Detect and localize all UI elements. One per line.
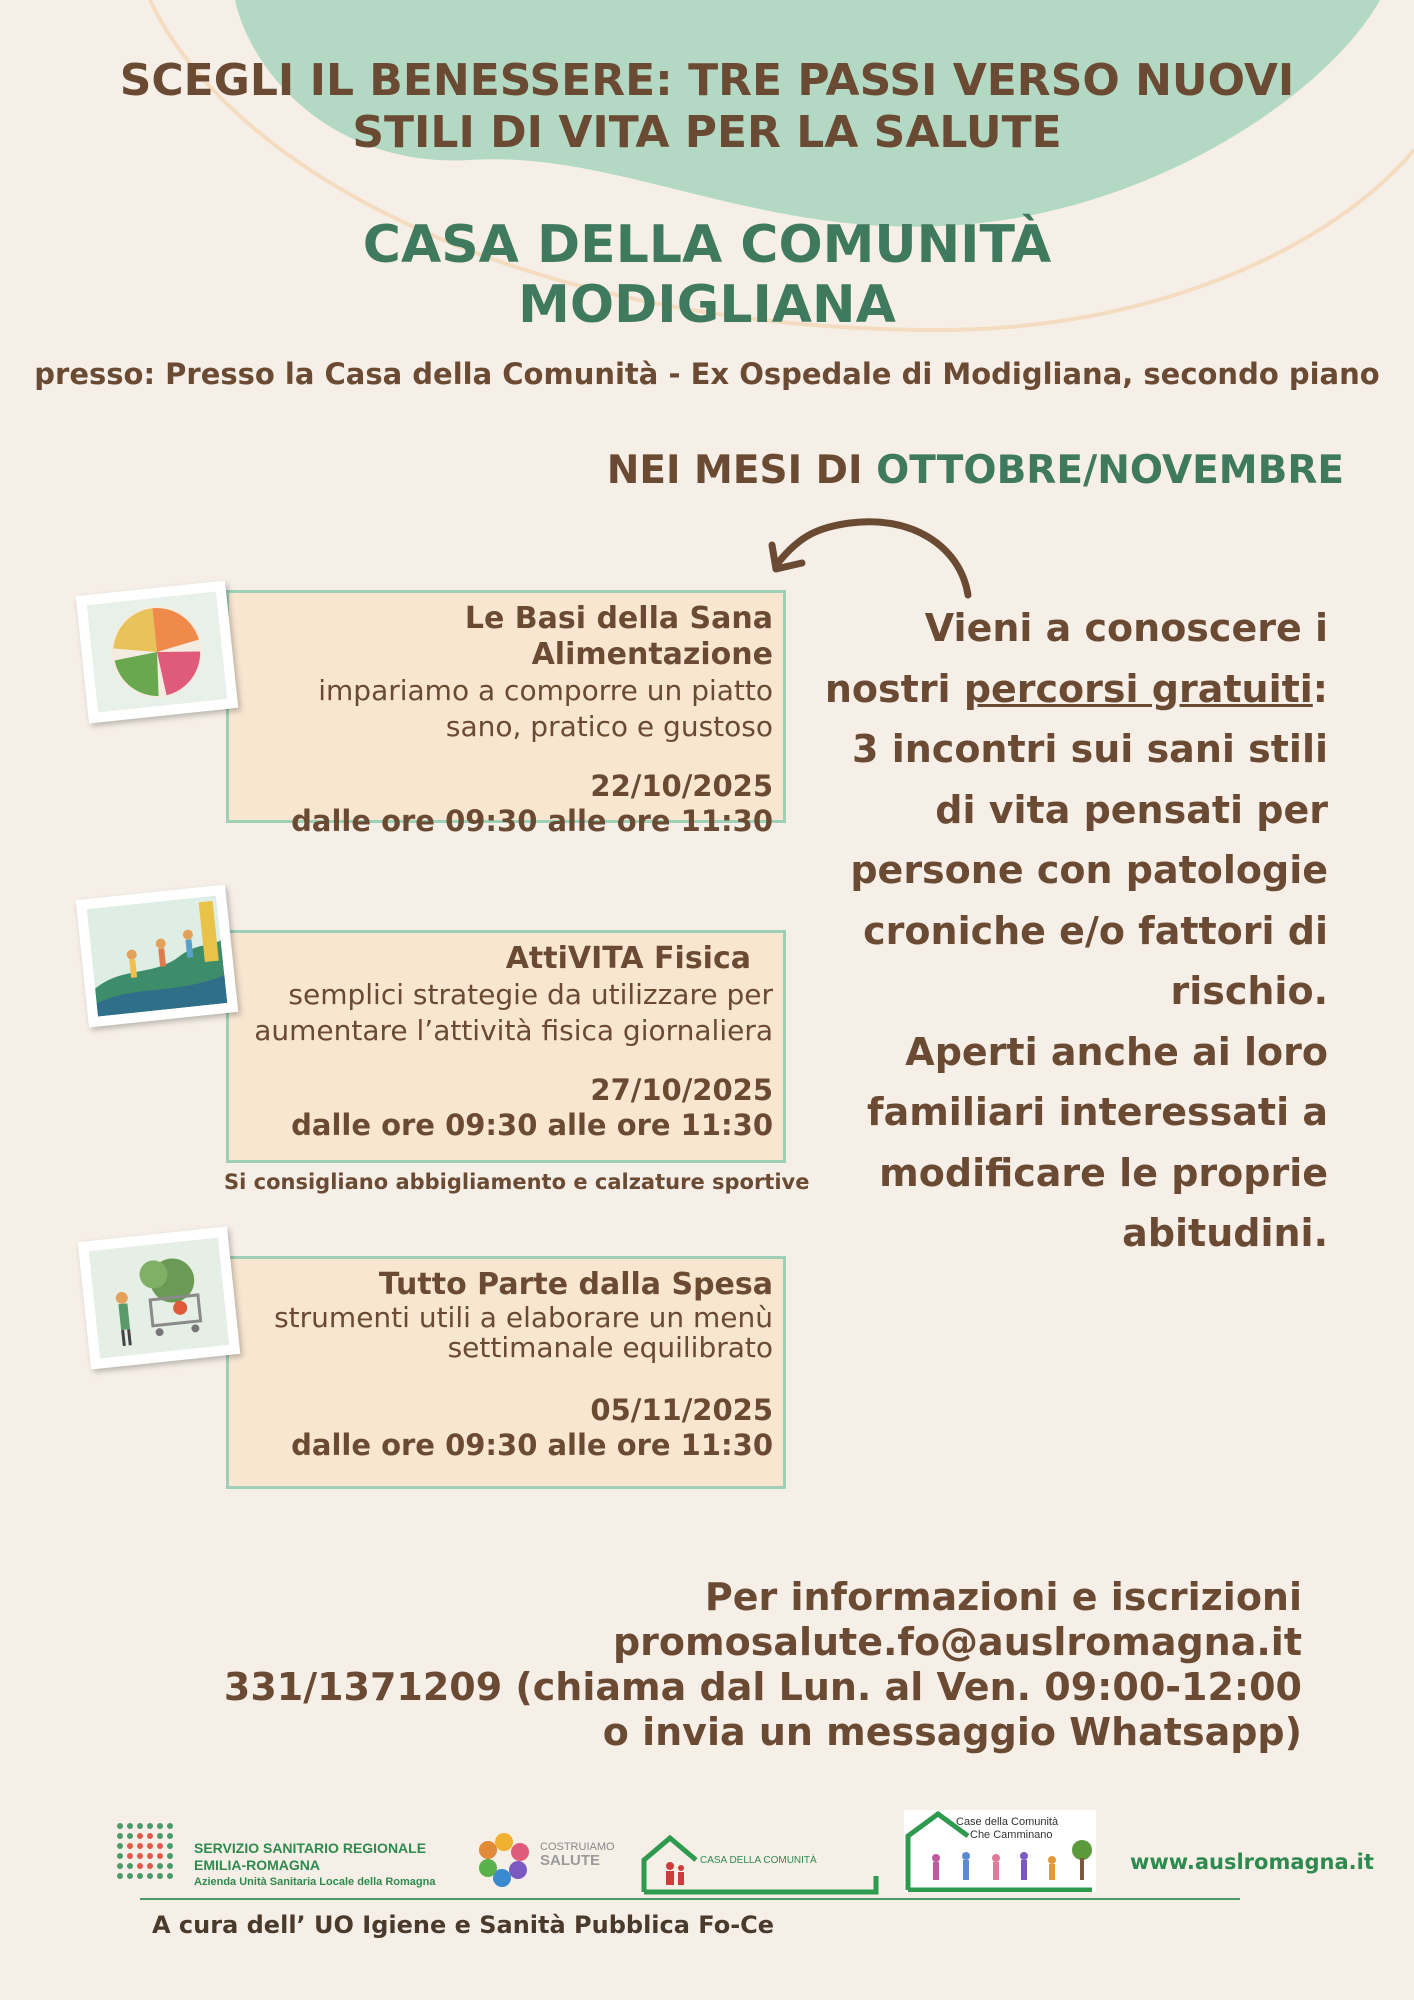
event-description: semplici strategie da utilizzare per [288, 978, 773, 1011]
venue-address: presso: Presso la Casa della Comunità - Ex Ospedale di Modigliana, secondo piano [34, 357, 1380, 391]
footer-divider [140, 1898, 1240, 1900]
event-date: 27/10/2025 [590, 1073, 773, 1107]
healthy-plate-icon [76, 581, 239, 724]
event-description: aumentare l’attività fisica giornaliera [254, 1014, 773, 1047]
event-description: impariamo a comporre un piatto [318, 674, 773, 707]
building-health-logo-icon [474, 1830, 534, 1890]
event-card-nutrition [226, 590, 786, 838]
event-description: strumenti utili a elaborare un menù [274, 1301, 773, 1334]
page-title: SCEGLI IL BENESSERE: TRE PASSI VERSO NUOVI STILI DI VITA PER LA SALUTE [119, 55, 1295, 158]
months-heading: NEI MESI DI OTTOBRE/NOVEMBRE [606, 448, 1344, 493]
sportswear-note: Si consigliano abbigliamento e calzature sportive [224, 1170, 810, 1194]
shopping-cart-icon [78, 1227, 241, 1370]
venue-title: CASA DELLA COMUNITÀ MODIGLIANA [362, 215, 1052, 335]
event-time: dalle ore 09:30 alle ore 11:30 [291, 1108, 773, 1142]
event-time: dalle ore 09:30 alle ore 11:30 [291, 1428, 773, 1462]
event-description: settimanale equilibrato [447, 1331, 773, 1364]
website-link[interactable]: www.auslromagna.it [1130, 1850, 1374, 1874]
walking-group-icon [76, 885, 239, 1028]
walking-communities-logo: Case della Comunità Che Camminano [904, 1810, 1096, 1892]
contact-info: Per informazioni e iscrizioni promosalute.fo@auslromagna.it 331/1371209 (chiama dal Lun. al Ven. 09:00-12:00 o invia un messaggio Whatsapp) [223, 1575, 1302, 1754]
event-card-grocery [226, 1256, 786, 1489]
event-title: Tutto Parte dalla Spesa [378, 1267, 773, 1302]
event-card-physical-activity [226, 930, 786, 1163]
footer-credit: A cura dell’ UO Igiene e Sanità Pubblica Fo-Ce [152, 1911, 775, 1939]
contact-phone[interactable]: 331/1371209 (chiama dal Lun. al Ven. 09:00-12:00 [223, 1665, 1302, 1709]
contact-email[interactable]: promosalute.fo@auslromagna.it [612, 1620, 1302, 1664]
event-date: 05/11/2025 [590, 1393, 773, 1427]
partner-logos: SERVIZIO SANITARIO REGIONALE EMILIA-ROMAGNA Azienda Unità Sanitaria Locale della Romagna COSTRUIAMO SALUTE CASA DELLA COMUNITÀ Case della Comunità Che Camminano [0, 1810, 1414, 1910]
event-description: sano, pratico e gustoso [445, 710, 773, 743]
intro-text: Vieni a conoscere i nostri percorsi gratuiti: 3 incontri sui sani stili di vita pensati per persone con patologie croniche e/o fattori di rischio. Aperti anche ai loro familiari interessati a modificare le proprie abitudini. [824, 606, 1328, 1255]
event-date: 22/10/2025 [590, 769, 773, 803]
event-title: AttiVITA Fisica [505, 941, 751, 976]
event-time: dalle ore 09:30 alle ore 11:30 [291, 804, 773, 838]
regional-health-logo-icon [114, 1820, 186, 1892]
free-courses-text: percorsi gratuiti [963, 666, 1313, 711]
curved-arrow-icon [760, 505, 980, 605]
event-title: Le Basi della Sana Alimentazione [464, 601, 773, 672]
